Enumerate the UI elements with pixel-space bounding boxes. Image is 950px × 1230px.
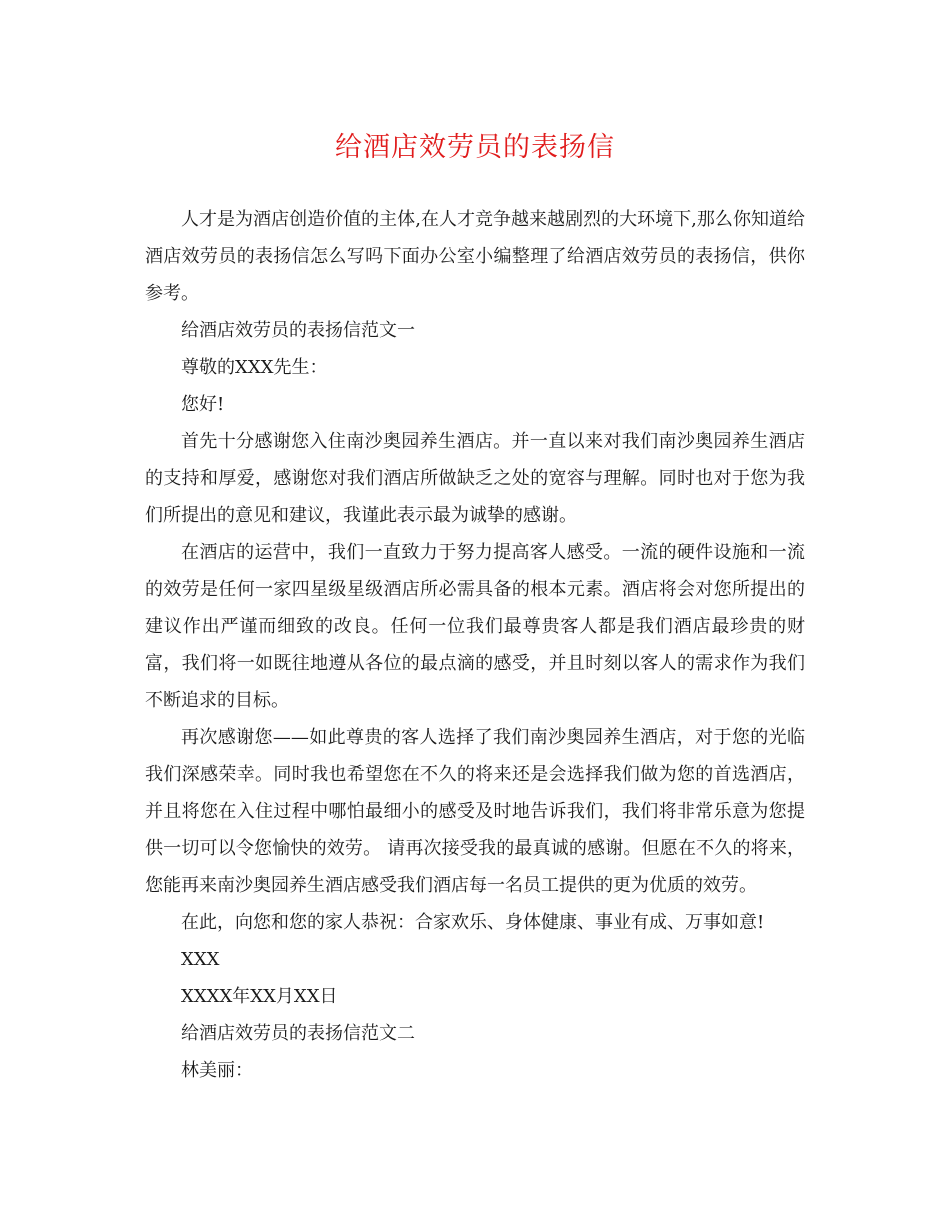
greeting: 您好! bbox=[181, 394, 225, 415]
body-paragraph-operations: 在酒店的运营中，我们一直致力于努力提高客人感受。一流的硬件设施和一流的效劳是任何一家四星级星级酒店所必需具备的根本元素。酒店将会对您所提出的建议作出严谨而细致的改良。任何一位我们最尊贵客人都是我们酒店最珍贵的财富，我们将一如既往地遵从各位的最点滴的感受，并且时刻以客人的需求作为我们不断追求的目标。 bbox=[145, 542, 805, 711]
document-title: 给酒店效劳员的表扬信 bbox=[335, 132, 615, 163]
signature-date: XXXX年XX月XX日 bbox=[181, 986, 338, 1007]
body-paragraph-thanks: 首先十分感谢您入住南沙奥园养生酒店。并一直以来对我们南沙奥园养生酒店的支持和厚爱，感谢您对我们酒店所做缺乏之处的宽容与理解。同时也对于您为我们所提出的意见和建议，我谨此表示最为诚挚的感谢。 bbox=[145, 431, 805, 526]
intro-paragraph: 人才是为酒店创造价值的主体,在人才竞争越来越剧烈的大环境下,那么你知道给酒店效劳员的表扬信怎么写吗下面办公室小编整理了给酒店效劳员的表扬信，供你参考。 bbox=[145, 209, 805, 304]
sample-heading-two: 给酒店效劳员的表扬信范文二 bbox=[181, 1023, 415, 1044]
document-body bbox=[145, 201, 805, 1089]
sample-heading-one: 给酒店效劳员的表扬信范文一 bbox=[181, 320, 415, 341]
blessing-line: 在此，向您和您的家人恭祝：合家欢乐、身体健康、事业有成、万事如意! bbox=[181, 912, 765, 933]
recipient-name: 林美丽： bbox=[181, 1060, 253, 1081]
salutation: 尊敬的XXX先生： bbox=[181, 357, 328, 378]
signature-name: XXX bbox=[181, 949, 220, 970]
body-paragraph-closing: 再次感谢您——如此尊贵的客人选择了我们南沙奥园养生酒店，对于您的光临我们深感荣幸。同时我也希望您在不久的将来还是会选择我们做为您的首选酒店，并且将您在入住过程中哪怕最细小的感受及时地告诉我们，我们将非常乐意为您提供一切可以令您愉快的效劳。 请再次接受我的最真诚的感谢。但愿在不久的将来，您能再来南沙奥园养生酒店感受我们酒店每一名员工提供的更为优质的效劳。 bbox=[145, 727, 805, 896]
